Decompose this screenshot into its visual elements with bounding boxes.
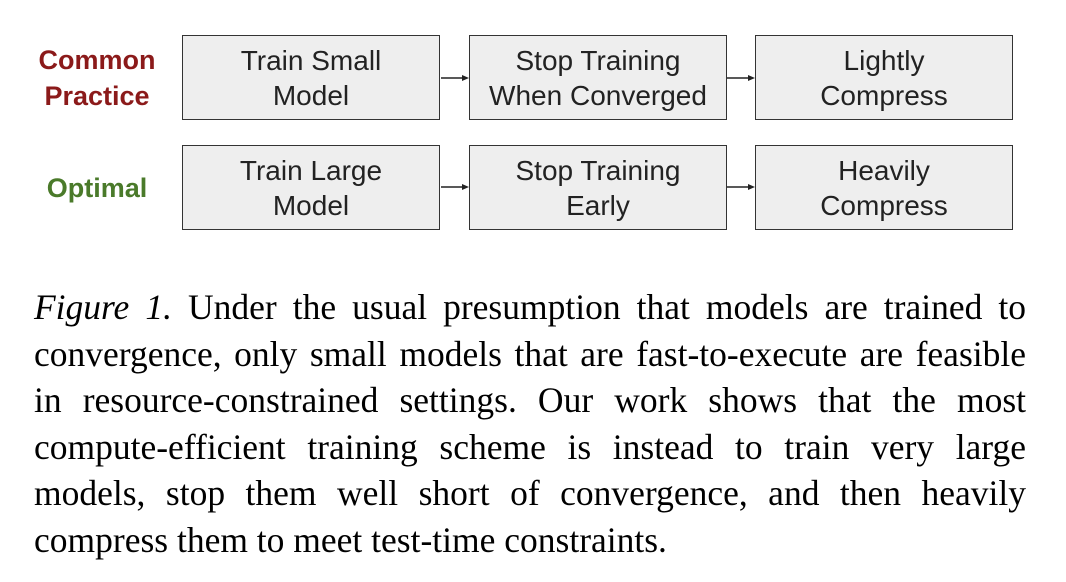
box-line: Compress bbox=[820, 189, 948, 221]
box-line: Early bbox=[566, 189, 630, 221]
row-label-optimal bbox=[32, 170, 162, 206]
row-label-line: Optimal bbox=[46, 173, 148, 203]
caption-line: models, stop them well short of convergence, and then heavily bbox=[34, 473, 1026, 513]
box-line: Train Large bbox=[239, 154, 383, 186]
caption-text: Under the usual presumption that models are trained to bbox=[171, 287, 1026, 327]
box-line: Stop Training bbox=[515, 44, 681, 76]
arrow-icon bbox=[727, 73, 755, 83]
figure-label: Figure 1. bbox=[34, 287, 172, 327]
row-label-line: Practice bbox=[44, 81, 150, 111]
arrow-icon bbox=[441, 182, 469, 192]
step-box-train-large-model bbox=[182, 145, 440, 230]
box-line: Model bbox=[272, 189, 350, 221]
box-line: Compress bbox=[820, 79, 948, 111]
box-line: Model bbox=[272, 79, 350, 111]
arrow-icon bbox=[727, 182, 755, 192]
row-label-common-practice bbox=[32, 42, 162, 114]
box-line: Lightly bbox=[843, 44, 925, 76]
arrow-icon bbox=[441, 73, 469, 83]
box-line: Train Small bbox=[240, 44, 382, 76]
figure-caption bbox=[34, 284, 1026, 563]
step-box-stop-training-converged bbox=[469, 35, 727, 120]
box-line: Stop Training bbox=[515, 154, 681, 186]
step-box-heavily-compress bbox=[755, 145, 1013, 230]
step-box-stop-training-early bbox=[469, 145, 727, 230]
row-label-line: Common bbox=[38, 45, 156, 75]
caption-line bbox=[34, 284, 1026, 331]
box-line: Heavily bbox=[838, 154, 930, 186]
caption-line: compress them to meet test-time constraints. bbox=[34, 519, 667, 560]
step-box-train-small-model bbox=[182, 35, 440, 120]
caption-line: in resource-constrained settings. Our work shows that the most bbox=[34, 380, 1026, 420]
caption-line: convergence, only small models that are fast-to-execute are feasible bbox=[34, 333, 1026, 374]
caption-line: compute-efficient training scheme is instead to train very large bbox=[34, 426, 1026, 467]
step-box-lightly-compress bbox=[755, 35, 1013, 120]
box-line: When Converged bbox=[489, 79, 707, 111]
